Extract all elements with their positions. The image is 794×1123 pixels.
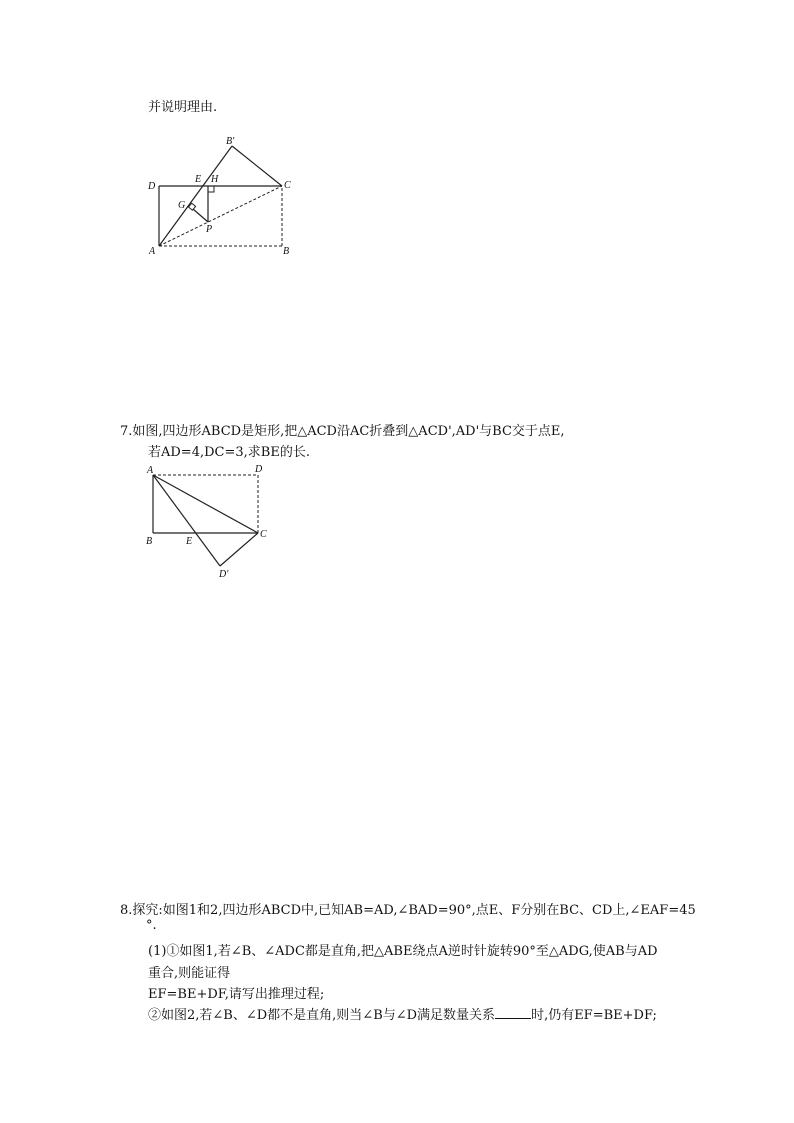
figure-6: [140, 134, 300, 258]
line-AD-prime: [153, 475, 220, 566]
label-A: A: [149, 246, 156, 257]
segment-GP: [193, 209, 208, 222]
label-P: P: [206, 224, 213, 235]
problem8-line6-end: 时,仍有EF=BE+DF;: [531, 1008, 657, 1023]
problem7-line2: 若AD=4,DC=3,求BE的长.: [148, 445, 310, 460]
problem8-line1: 8.探究:如图1和2,四边形ABCD中,已知AB=AD,∠BAD=90°,点E、F分别在BC、CD上,∠EAF=45: [120, 903, 696, 918]
label-C: C: [284, 180, 291, 191]
label-B-prime: B': [226, 136, 235, 147]
label-E: E: [195, 174, 202, 185]
right-angle-H: [208, 186, 214, 192]
label-A: A: [147, 465, 154, 476]
problem8-line3: (1)①如图1,若∠B、∠ADC都是直角,把△ABE绕点A逆时针旋转90°至△ADG,使AB与AD: [148, 944, 658, 959]
problem8-line4: 重合,则能证得: [148, 966, 231, 981]
diagonal-AC: [159, 186, 282, 246]
label-B: B: [146, 536, 153, 547]
answer-blank[interactable]: [495, 1006, 531, 1019]
figure-7: [143, 460, 273, 580]
line-AB1: [159, 146, 232, 246]
problem7-line1: 7.如图,四边形ABCD是矩形,把△ACD沿AC折叠到△ACD',AD'与BC交于点E,: [120, 424, 565, 439]
line-D-prime-C: [220, 533, 258, 566]
line-B1C: [232, 146, 282, 186]
label-G: G: [178, 200, 186, 211]
problem8-line5: EF=BE+DF,请写出推理过程;: [148, 987, 325, 1002]
problem6-tail: 并说明理由.: [148, 100, 218, 115]
problem8-line2: °.: [146, 918, 157, 933]
problem8-line6-start: ②如图2,若∠B、∠D都不是直角,则当∠B与∠D满足数量关系: [148, 1008, 496, 1023]
label-D: D: [255, 464, 263, 475]
label-B: B: [283, 246, 290, 257]
label-C: C: [260, 529, 267, 540]
diagonal-AC: [153, 475, 258, 533]
label-H: H: [211, 174, 219, 185]
problem8-line6: [148, 1004, 657, 1023]
label-E: E: [186, 536, 193, 547]
label-D: D: [148, 181, 156, 192]
label-D-prime: D': [219, 569, 229, 580]
